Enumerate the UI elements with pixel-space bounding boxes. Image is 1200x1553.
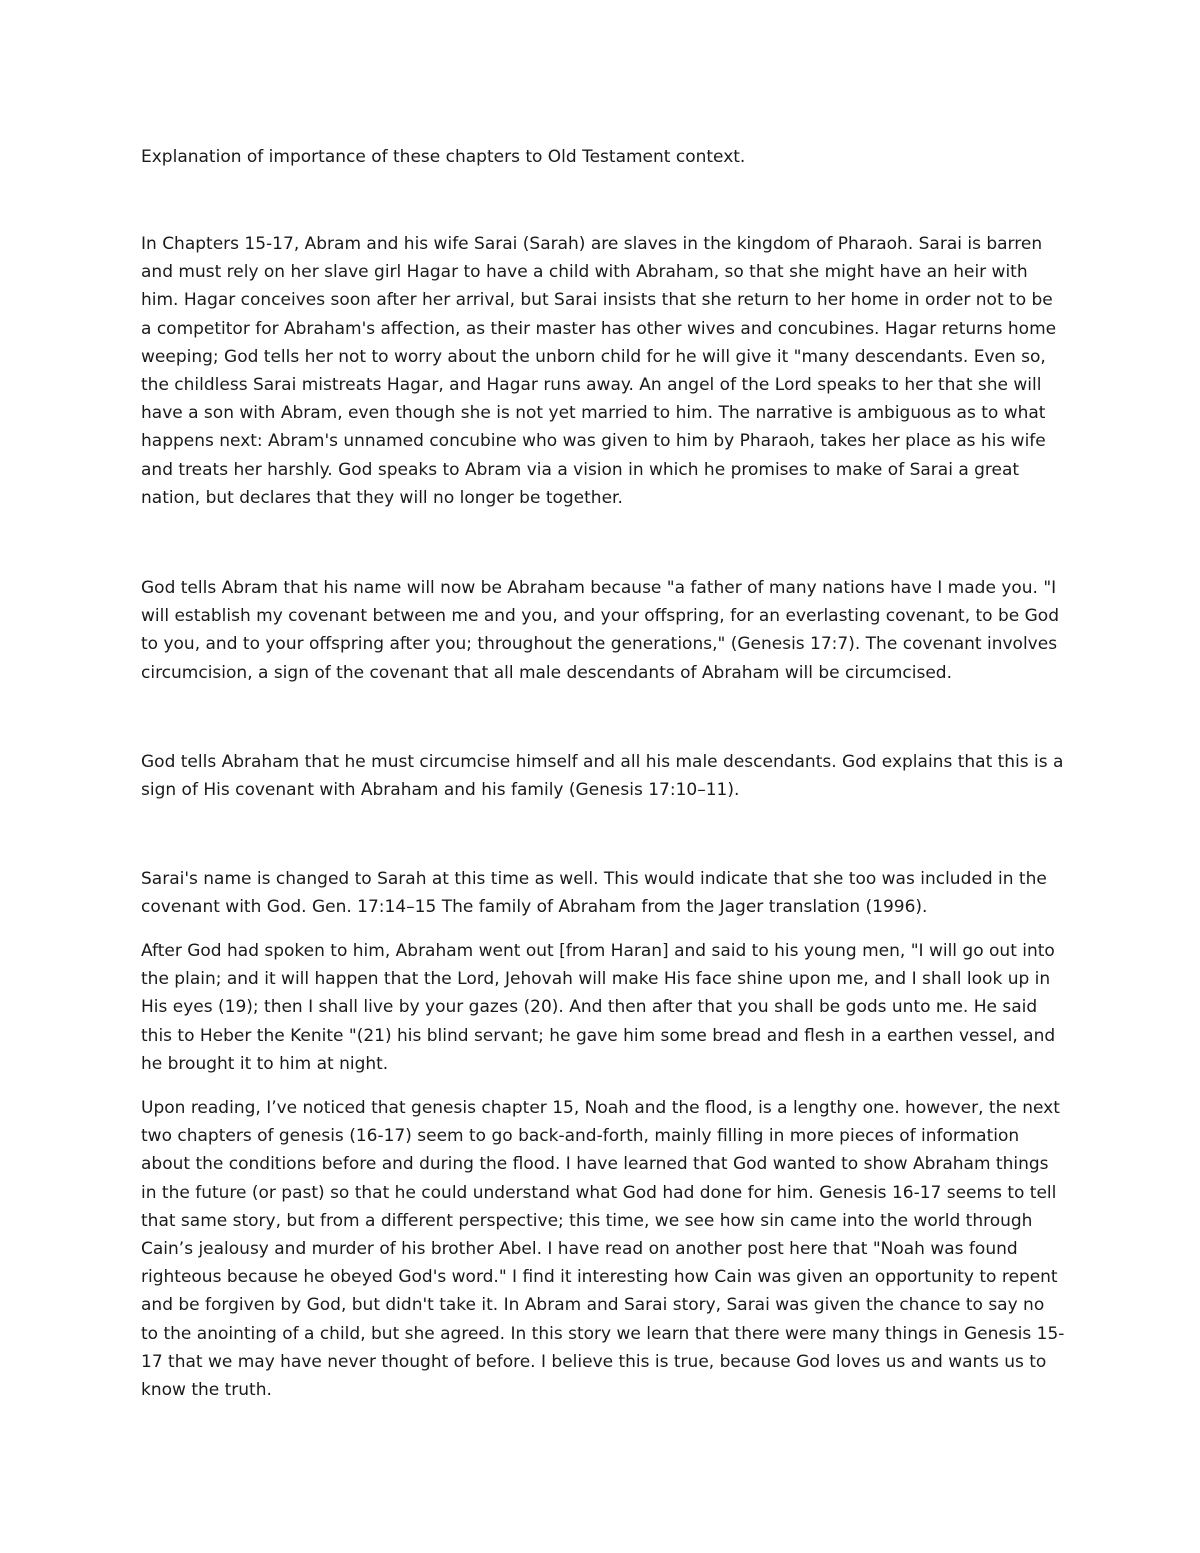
paragraph-name-change-covenant: God tells Abram that his name will now be Abraham because "a father of many nations have I made you. "I will establish my covenant between me and you, and your offspring, for an everlasting covenant, to be God to you, and to your offspring after you; throughout the generations," (Genesis 17:7). The covenant involves circumcision, a sign of the covenant that all male descendants of Abraham will be circumcised. (141, 578, 1059, 683)
paragraph-reflection: Upon reading, I’ve noticed that genesis chapter 15, Noah and the flood, is a lengthy one. however, the next two chapters of genesis (16-17) seem to go back-and-forth, mainly filling in more pieces of information about the conditions before and during the flood. I have learned that God wanted to show Abraham things in the future (or past) so that he could understand what God had done for him. Genesis 16-17 seems to tell that same story, but from a different perspective; this time, we see how sin came into the world through Cain’s jealousy and murder of his brother Abel. I have read on another post here that "Noah was found righteous because he obeyed God's word." I find it interesting how Cain was given an opportunity to repent and be forgiven by God, but didn't take it. In Abram and Sarai story, Sarai was given the chance to say no to the anointing of a child, but she agreed. In this story we learn that there were many things in Genesis 15-17 that we may have never thought of before. I believe this is true, because God loves us and wants us to know the truth. (141, 1098, 1065, 1401)
document-heading: Explanation of importance of these chapters to Old Testament context. (141, 147, 746, 167)
paragraph-sarah-name: Sarai's name is changed to Sarah at this time as well. This would indicate that she too was included in the covenant with God. Gen. 17:14–15 The family of Abraham from the Jager translation (1996). (141, 869, 1047, 918)
paragraph-circumcision: God tells Abraham that he must circumcise himself and all his male descendants. God explains that this is a sign of His covenant with Abraham and his family (Genesis 17:10–11). (141, 752, 1064, 801)
paragraph-abraham-went-out: After God had spoken to him, Abraham went out [from Haran] and said to his young men, "I will go out into the plain; and it will happen that the Lord, Jehovah will make His face shine upon me, and I shall look up in His eyes (19); then I shall live by your gazes (20). And then after that you shall be gods unto me. He said this to Heber the Kenite "(21) his blind servant; he gave him some bread and flesh in a earthen vessel, and he brought it to him at night. (141, 941, 1056, 1074)
paragraph-abram-sarai-hagar: In Chapters 15-17, Abram and his wife Sarai (Sarah) are slaves in the kingdom of Pharaoh. Sarai is barren and must rely on her slave girl Hagar to have a child with Abraham, so that she might have an heir with him. Hagar conceives soon after her arrival, but Sarai insists that she return to her home in order not to be a competitor for Abraham's affection, as their master has other wives and concubines. Hagar returns home weeping; God tells her not to worry about the unborn child for he will give it "many descendants. Even so, the childless Sarai mistreats Hagar, and Hagar runs away. An angel of the Lord speaks to her that she will have a son with Abram, even though she is not yet married to him. The narrative is ambiguous as to what happens next: Abram's unnamed concubine who was given to him by Pharaoh, takes her place as his wife and treats her harshly. God speaks to Abram via a vision in which he promises to make of Sarai a great nation, but declares that they will no longer be together. (141, 234, 1057, 508)
